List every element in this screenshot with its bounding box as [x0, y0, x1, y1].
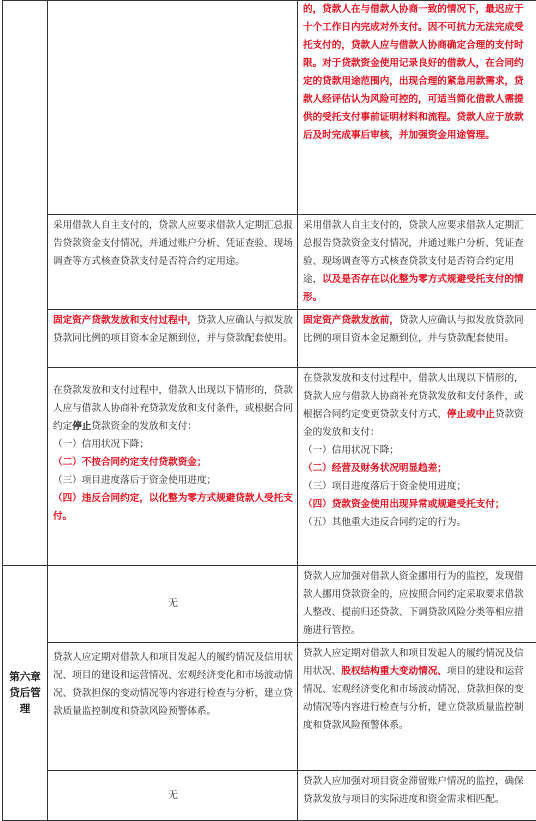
table-row: [3, 1, 536, 215]
new-list-item-red: （四）贷款资金使用出现异常或规避受托支付；: [303, 496, 533, 514]
new-text: 贷款资金的发放和支付：: [303, 409, 524, 438]
table-row: [3, 310, 536, 368]
new-list-item-red: （二）经营及财务状况明显趋差；: [303, 460, 533, 478]
new-text-red: 股权结构重大变动情况、: [341, 666, 447, 677]
new-text: 采用借款人自主支付的，贷款人应要求借款人定期汇总报告贷款资金支付情况，并通过账户分析、凭证查验、现场调查等方式核查贷款支付是否符合约定用途，: [303, 220, 524, 285]
old-text: 在贷款发放和支付过程中，借款人出现以下情形的，贷款人应与借款人协商补充贷款发放和支付条件，或根据合同约定: [53, 385, 293, 432]
new-text: 贷款人应定期对借款人和项目发起人的履约情况及信用状况、: [303, 648, 524, 677]
table-row: [3, 643, 536, 771]
old-text-cell: [48, 310, 298, 368]
new-text-red: 以及是否存在以化整为零方式规避受托支付的情形。: [303, 274, 524, 303]
new-text: 项目的建设和运营情况、宏观经济变化和市场波动情况、贷款担保的变动情况等内容进行检查与分析，建立贷款质量监控制度和贷款风险预警体系。: [303, 666, 524, 731]
chapter-cell-upper: [3, 1, 48, 566]
new-text: 在贷款发放和支付过程中，借款人出现以下情形的，贷款人应与借款人协商补充贷款发放和支付条件，或根据合同约定变更贷款支付方式、: [303, 373, 524, 420]
new-text-cell: [298, 368, 536, 566]
table-row: [3, 368, 536, 566]
chapter-label: 贷后管: [5, 685, 45, 701]
new-text-cell: [298, 1, 536, 215]
new-text-cell: [298, 566, 536, 643]
old-text: 无: [168, 790, 178, 801]
new-list-item: （三）项目进度落后于资金使用进度；: [303, 478, 533, 496]
new-text-cell: [298, 643, 536, 771]
old-text-cell: [48, 771, 298, 821]
table-row: [3, 566, 536, 643]
new-text-cell: [298, 771, 536, 821]
old-text-cell: [48, 215, 298, 310]
old-text-cell: [48, 1, 298, 215]
old-text-cell: [48, 368, 298, 566]
old-list-item-red: （四）违反合同约定，以化整为零方式规避贷款人受托支付。: [53, 490, 293, 526]
old-list-item: （三）项目进度落后于资金使用进度；: [53, 472, 293, 490]
old-text-cell: [48, 566, 298, 643]
new-text: 贷款人应确认与拟发放贷款同比例的项目资本金足额到位，并与贷款配套使用。: [303, 315, 524, 344]
old-list-item: （一）信用状况下降；: [53, 436, 293, 454]
comparison-table: [2, 0, 536, 821]
old-text-cell: [48, 643, 298, 771]
new-text: 贷款人应加强对项目资金滞留账户情况的监控，确保贷款发放与项目的实际进度和资金需求相匹配。: [303, 776, 524, 805]
new-list-item: （五）其他重大违反合同约定的行为。: [303, 514, 533, 532]
table-row: [3, 215, 536, 310]
old-text: 贷款资金的发放和支付：: [91, 421, 197, 432]
new-text-cell: [298, 215, 536, 310]
old-text: 采用借款人自主支付的，贷款人应要求借款人定期汇总报告贷款资金支付情况，并通过账户分析、凭证查验、现场调查等方式核查贷款支付是否符合约定用途。: [53, 220, 293, 267]
new-text-red: 的，贷款人在与借款人协商一致的情况下，最迟应于十个工作日内完成对外支付。因不可抗力无法完成受托支付的，贷款人应与借款人协商确定合理的支付时限。对于贷款资金使用记录良好的借款人，在合同约定的贷款用途范围内，出现合理的紧急用款需求，贷款人经评估认为风险可控的，可适当简化借款人需提供的受托支付事前证明材料和流程。贷款人应于放款后及时完成事后审核，并加强资金用途管理。: [303, 4, 524, 141]
old-text: 贷款人应确认与拟发放贷款同比例的项目资本金足额到位，并与贷款配套使用。: [53, 315, 293, 344]
table-row: [3, 771, 536, 821]
old-text-bold: 停止: [72, 421, 91, 432]
chapter-label: 理: [5, 701, 45, 717]
new-text: 贷款人应加强对借款人资金挪用行为的监控，发现借款人挪用贷款资金的，应按照合同约定采取要求借款人整改、提前归还贷款、下调贷款风险分类等相应措施进行管控。: [303, 571, 524, 636]
new-text-red: 固定资产贷款发放前，: [303, 315, 399, 326]
chapter-label-cell: [3, 566, 48, 821]
old-text: 无: [168, 598, 178, 609]
chapter-label: 第六章: [5, 669, 45, 685]
new-list-item: （一）信用状况下降；: [303, 442, 533, 460]
old-text-red: 固定资产贷款发放和支付过程中，: [53, 315, 197, 326]
new-text-red: 停止或中止: [447, 409, 495, 420]
new-text-cell: [298, 310, 536, 368]
old-text: 贷款人应定期对借款人和项目发起人的履约情况及信用状况、项目的建设和运营情况、宏观经济变化和市场波动情况、贷款担保的变动情况等内容进行检查与分析，建立贷款质量监控制度和贷款风险预警体系。: [53, 652, 293, 717]
old-list-item-red: （二）不按合同约定支付贷款资金；: [53, 454, 293, 472]
